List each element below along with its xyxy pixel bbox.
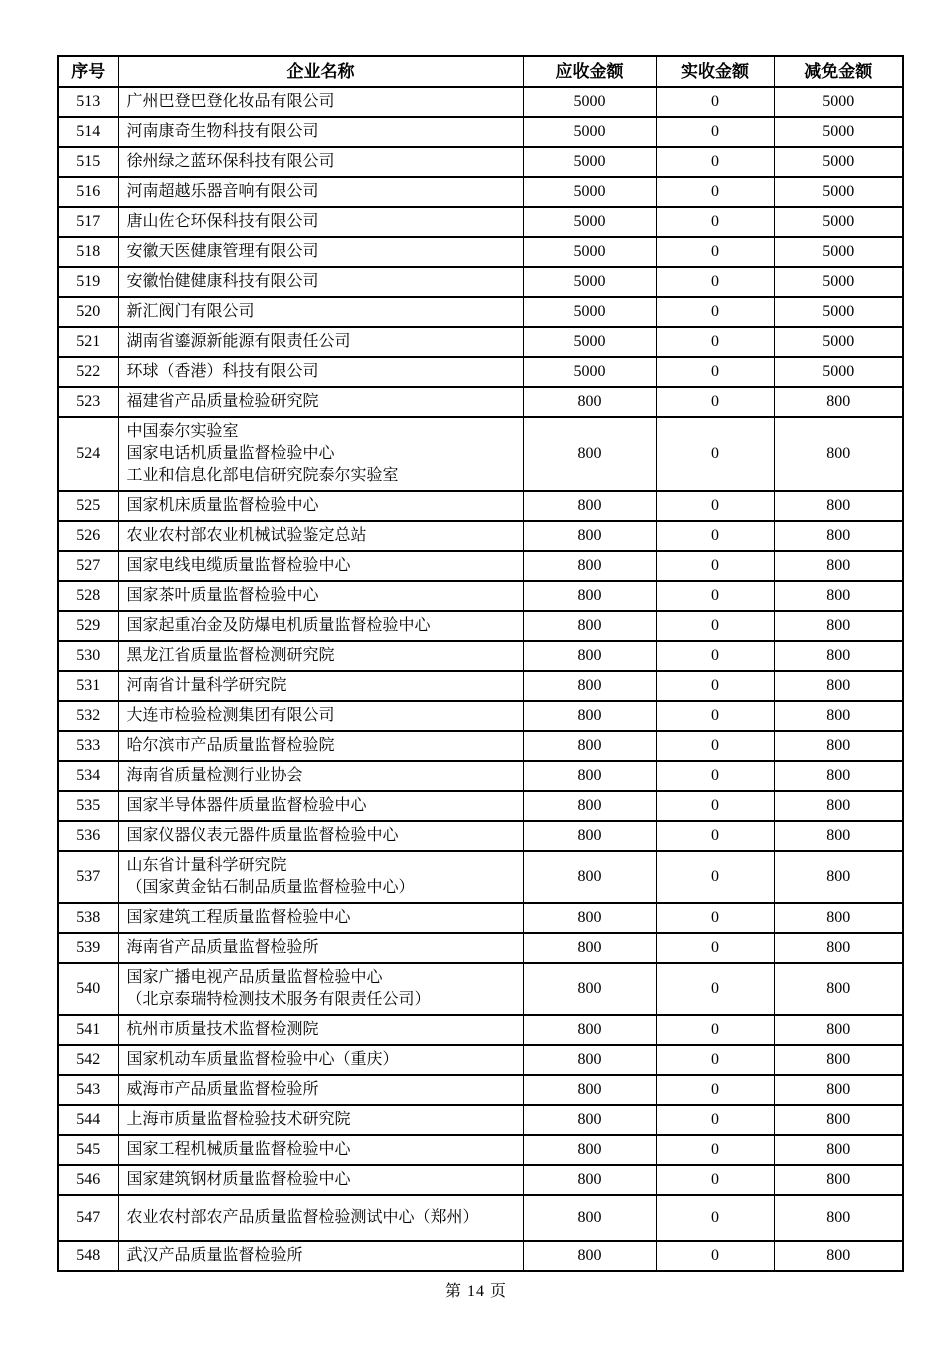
- table-row: [58, 147, 903, 177]
- cell-received: 0: [656, 237, 774, 267]
- company-name-line: 河南省计量科学研究院: [126, 677, 287, 694]
- cell-reduced: 5000: [774, 207, 903, 237]
- cell-company-name: [118, 87, 523, 117]
- table-row: [58, 641, 903, 671]
- table-row: [58, 1241, 903, 1271]
- cell-company-name: [118, 611, 523, 641]
- company-name-line: 哈尔滨市产品质量监督检验院: [126, 737, 335, 754]
- col-header-reduced: 减免金额: [774, 56, 903, 87]
- cell-company-name: [118, 671, 523, 701]
- cell-receivable: 800: [523, 491, 656, 521]
- company-name-line: 国家广播电视产品质量监督检验中心: [126, 969, 383, 986]
- table-row: [58, 87, 903, 117]
- table-row: [58, 1135, 903, 1165]
- table-row: [58, 177, 903, 207]
- cell-receivable: 5000: [523, 147, 656, 177]
- cell-company-name: [118, 761, 523, 791]
- cell-reduced: 800: [774, 1045, 903, 1075]
- cell-company-name: [118, 237, 523, 267]
- cell-received: 0: [656, 581, 774, 611]
- cell-company-name: [118, 903, 523, 933]
- cell-reduced: 800: [774, 521, 903, 551]
- cell-company-name: [118, 963, 523, 1015]
- cell-reduced: 800: [774, 851, 903, 903]
- cell-received: 0: [656, 1045, 774, 1075]
- company-name-line: 徐州绿之蓝环保科技有限公司: [126, 153, 335, 170]
- cell-received: 0: [656, 641, 774, 671]
- cell-index: 542: [58, 1045, 118, 1075]
- cell-receivable: 800: [523, 731, 656, 761]
- cell-received: 0: [656, 933, 774, 963]
- company-name-line: 中国泰尔实验室: [126, 423, 239, 440]
- table-row: [58, 491, 903, 521]
- cell-company-name: [118, 207, 523, 237]
- cell-company-name: [118, 581, 523, 611]
- table-row: [58, 1195, 903, 1241]
- cell-received: 0: [656, 87, 774, 117]
- company-name-line: 安徽怡健健康科技有限公司: [126, 273, 319, 290]
- company-name-line: 国家茶叶质量监督检验中心: [126, 587, 319, 604]
- cell-received: 0: [656, 1241, 774, 1271]
- table-row: [58, 1105, 903, 1135]
- cell-received: 0: [656, 1135, 774, 1165]
- cell-reduced: 5000: [774, 117, 903, 147]
- cell-index: 540: [58, 963, 118, 1015]
- cell-company-name: [118, 1241, 523, 1271]
- cell-index: 539: [58, 933, 118, 963]
- company-name-line: 黑龙江省质量监督检测研究院: [126, 647, 335, 664]
- company-name-line: 安徽天医健康管理有限公司: [126, 243, 319, 260]
- company-name-line: 国家机床质量监督检验中心: [126, 497, 319, 514]
- cell-index: 516: [58, 177, 118, 207]
- cell-reduced: 800: [774, 821, 903, 851]
- cell-index: 526: [58, 521, 118, 551]
- company-name-line: 国家电话机质量监督检验中心: [126, 445, 335, 462]
- cell-reduced: 800: [774, 387, 903, 417]
- cell-index: 514: [58, 117, 118, 147]
- cell-receivable: 800: [523, 851, 656, 903]
- company-name-line: 广州巴登巴登化妆品有限公司: [126, 93, 335, 110]
- cell-reduced: 5000: [774, 267, 903, 297]
- table-row: [58, 731, 903, 761]
- cell-company-name: [118, 1135, 523, 1165]
- cell-reduced: 5000: [774, 297, 903, 327]
- cell-company-name: [118, 1045, 523, 1075]
- cell-receivable: 800: [523, 1015, 656, 1045]
- cell-reduced: 800: [774, 671, 903, 701]
- cell-index: 531: [58, 671, 118, 701]
- cell-company-name: [118, 1165, 523, 1195]
- cell-company-name: [118, 851, 523, 903]
- cell-receivable: 800: [523, 1075, 656, 1105]
- cell-index: 530: [58, 641, 118, 671]
- cell-received: 0: [656, 297, 774, 327]
- cell-reduced: 800: [774, 581, 903, 611]
- company-name-line: 工业和信息化部电信研究院泰尔实验室: [126, 467, 399, 484]
- company-name-line: 国家工程机械质量监督检验中心: [126, 1141, 351, 1158]
- cell-company-name: [118, 1015, 523, 1045]
- cell-company-name: [118, 267, 523, 297]
- cell-receivable: 800: [523, 791, 656, 821]
- cell-receivable: 5000: [523, 237, 656, 267]
- table-row: [58, 521, 903, 551]
- cell-receivable: 800: [523, 611, 656, 641]
- cell-receivable: 800: [523, 521, 656, 551]
- table-row: [58, 761, 903, 791]
- cell-reduced: 800: [774, 1135, 903, 1165]
- cell-index: 535: [58, 791, 118, 821]
- company-name-line: （国家黄金钻石制品质量监督检验中心）: [126, 879, 415, 896]
- table-row: [58, 903, 903, 933]
- cell-receivable: 800: [523, 671, 656, 701]
- cell-receivable: 800: [523, 1241, 656, 1271]
- cell-receivable: 800: [523, 641, 656, 671]
- cell-index: 536: [58, 821, 118, 851]
- table-row: [58, 327, 903, 357]
- cell-reduced: 5000: [774, 357, 903, 387]
- cell-received: 0: [656, 551, 774, 581]
- cell-received: 0: [656, 821, 774, 851]
- cell-received: 0: [656, 963, 774, 1015]
- cell-company-name: [118, 1195, 523, 1241]
- cell-receivable: 5000: [523, 177, 656, 207]
- cell-reduced: 800: [774, 417, 903, 491]
- cell-index: 533: [58, 731, 118, 761]
- company-name-line: 国家仪器仪表元器件质量监督检验中心: [126, 827, 399, 844]
- table-row: [58, 117, 903, 147]
- company-name-line: 国家建筑钢材质量监督检验中心: [126, 1171, 351, 1188]
- table-row: [58, 1165, 903, 1195]
- cell-reduced: 800: [774, 963, 903, 1015]
- cell-reduced: 800: [774, 611, 903, 641]
- table-row: [58, 1075, 903, 1105]
- company-name-line: 国家建筑工程质量监督检验中心: [126, 909, 351, 926]
- cell-reduced: 800: [774, 1105, 903, 1135]
- cell-receivable: 800: [523, 417, 656, 491]
- cell-reduced: 800: [774, 933, 903, 963]
- table-row: [58, 701, 903, 731]
- company-name-line: 国家起重冶金及防爆电机质量监督检验中心: [126, 617, 431, 634]
- cell-received: 0: [656, 1165, 774, 1195]
- cell-received: 0: [656, 147, 774, 177]
- cell-company-name: [118, 327, 523, 357]
- company-name-line: 福建省产品质量检验研究院: [126, 393, 319, 410]
- cell-received: 0: [656, 1015, 774, 1045]
- cell-index: 534: [58, 761, 118, 791]
- cell-receivable: 5000: [523, 357, 656, 387]
- cell-receivable: 800: [523, 933, 656, 963]
- company-name-line: 杭州市质量技术监督检测院: [126, 1021, 319, 1038]
- table-row: [58, 611, 903, 641]
- table-row: [58, 963, 903, 1015]
- cell-company-name: [118, 357, 523, 387]
- company-name-line: 海南省质量检测行业协会: [126, 767, 303, 784]
- table-row: [58, 671, 903, 701]
- cell-reduced: 5000: [774, 327, 903, 357]
- company-name-line: 国家半导体器件质量监督检验中心: [126, 797, 367, 814]
- cell-received: 0: [656, 903, 774, 933]
- cell-index: 528: [58, 581, 118, 611]
- cell-received: 0: [656, 327, 774, 357]
- table-row: [58, 237, 903, 267]
- cell-received: 0: [656, 701, 774, 731]
- col-header-receivable: 应收金额: [523, 56, 656, 87]
- company-name-line: 大连市检验检测集团有限公司: [126, 707, 335, 724]
- table-row: [58, 791, 903, 821]
- company-name-line: 山东省计量科学研究院: [126, 857, 287, 874]
- header-row: [58, 56, 903, 87]
- cell-reduced: 5000: [774, 177, 903, 207]
- company-name-line: 唐山佐仑环保科技有限公司: [126, 213, 319, 230]
- cell-index: 544: [58, 1105, 118, 1135]
- cell-company-name: [118, 1075, 523, 1105]
- company-name-line: 上海市质量监督检验技术研究院: [126, 1111, 351, 1128]
- col-header-company: 企业名称: [118, 56, 523, 87]
- cell-reduced: 800: [774, 761, 903, 791]
- col-header-index: 序号: [58, 56, 118, 87]
- cell-reduced: 800: [774, 1075, 903, 1105]
- cell-reduced: 800: [774, 791, 903, 821]
- cell-reduced: 800: [774, 1165, 903, 1195]
- cell-company-name: [118, 791, 523, 821]
- cell-receivable: 5000: [523, 297, 656, 327]
- cell-received: 0: [656, 207, 774, 237]
- cell-reduced: 800: [774, 701, 903, 731]
- cell-index: 527: [58, 551, 118, 581]
- table-row: [58, 297, 903, 327]
- cell-reduced: 800: [774, 731, 903, 761]
- cell-company-name: [118, 521, 523, 551]
- cell-received: 0: [656, 521, 774, 551]
- cell-index: 541: [58, 1015, 118, 1045]
- cell-index: 518: [58, 237, 118, 267]
- cell-company-name: [118, 491, 523, 521]
- cell-receivable: 5000: [523, 207, 656, 237]
- cell-receivable: 5000: [523, 87, 656, 117]
- cell-received: 0: [656, 851, 774, 903]
- company-name-line: 国家机动车质量监督检验中心（重庆）: [126, 1051, 399, 1068]
- cell-receivable: 800: [523, 1165, 656, 1195]
- cell-company-name: [118, 147, 523, 177]
- cell-company-name: [118, 417, 523, 491]
- company-name-line: 河南康奇生物科技有限公司: [126, 123, 319, 140]
- cell-index: 524: [58, 417, 118, 491]
- fee-table: [57, 55, 904, 1272]
- cell-received: 0: [656, 417, 774, 491]
- cell-reduced: 5000: [774, 147, 903, 177]
- cell-company-name: [118, 177, 523, 207]
- cell-receivable: 800: [523, 1105, 656, 1135]
- cell-index: 525: [58, 491, 118, 521]
- company-name-line: 农业农村部农产品质量监督检验测试中心（郑州）: [126, 1209, 479, 1226]
- table-row: [58, 1015, 903, 1045]
- cell-receivable: 5000: [523, 267, 656, 297]
- cell-receivable: 800: [523, 551, 656, 581]
- table-row: [58, 417, 903, 491]
- company-name-line: 湖南省鎏源新能源有限责任公司: [126, 333, 351, 350]
- cell-index: 543: [58, 1075, 118, 1105]
- cell-reduced: 800: [774, 1241, 903, 1271]
- cell-received: 0: [656, 387, 774, 417]
- cell-received: 0: [656, 177, 774, 207]
- cell-company-name: [118, 387, 523, 417]
- cell-receivable: 800: [523, 963, 656, 1015]
- table-body: [58, 87, 903, 1271]
- cell-company-name: [118, 821, 523, 851]
- cell-company-name: [118, 641, 523, 671]
- cell-receivable: 800: [523, 701, 656, 731]
- cell-company-name: [118, 117, 523, 147]
- cell-receivable: 800: [523, 1045, 656, 1075]
- company-name-line: 河南超越乐器音响有限公司: [126, 183, 319, 200]
- cell-reduced: 800: [774, 1195, 903, 1241]
- table-row: [58, 357, 903, 387]
- cell-index: 547: [58, 1195, 118, 1241]
- cell-index: 537: [58, 851, 118, 903]
- cell-received: 0: [656, 611, 774, 641]
- cell-index: 538: [58, 903, 118, 933]
- company-name-line: 农业农村部农业机械试验鉴定总站: [126, 527, 367, 544]
- cell-receivable: 800: [523, 1135, 656, 1165]
- cell-company-name: [118, 933, 523, 963]
- cell-received: 0: [656, 357, 774, 387]
- cell-received: 0: [656, 761, 774, 791]
- cell-received: 0: [656, 1075, 774, 1105]
- table-row: [58, 387, 903, 417]
- cell-receivable: 800: [523, 581, 656, 611]
- cell-company-name: [118, 551, 523, 581]
- cell-index: 519: [58, 267, 118, 297]
- cell-receivable: 800: [523, 761, 656, 791]
- table-row: [58, 933, 903, 963]
- page-number: 第 14 页: [444, 1283, 507, 1300]
- cell-reduced: 5000: [774, 237, 903, 267]
- cell-reduced: 800: [774, 551, 903, 581]
- table-row: [58, 551, 903, 581]
- company-name-line: 海南省产品质量监督检验所: [126, 939, 319, 956]
- company-name-line: 国家电线电缆质量监督检验中心: [126, 557, 351, 574]
- cell-index: 545: [58, 1135, 118, 1165]
- cell-reduced: 800: [774, 641, 903, 671]
- cell-company-name: [118, 701, 523, 731]
- cell-index: 520: [58, 297, 118, 327]
- cell-company-name: [118, 731, 523, 761]
- table-row: [58, 1045, 903, 1075]
- table-row: [58, 851, 903, 903]
- cell-company-name: [118, 1105, 523, 1135]
- cell-received: 0: [656, 731, 774, 761]
- cell-received: 0: [656, 117, 774, 147]
- cell-index: 532: [58, 701, 118, 731]
- cell-index: 517: [58, 207, 118, 237]
- cell-reduced: 800: [774, 491, 903, 521]
- cell-company-name: [118, 297, 523, 327]
- cell-index: 522: [58, 357, 118, 387]
- company-name-line: （北京泰瑞特检测技术服务有限责任公司）: [126, 991, 431, 1008]
- col-header-received: 实收金额: [656, 56, 774, 87]
- company-name-line: 威海市产品质量监督检验所: [126, 1081, 319, 1098]
- table-row: [58, 207, 903, 237]
- company-name-line: 新汇阀门有限公司: [126, 303, 255, 320]
- cell-reduced: 800: [774, 1015, 903, 1045]
- cell-receivable: 800: [523, 903, 656, 933]
- cell-received: 0: [656, 267, 774, 297]
- cell-index: 546: [58, 1165, 118, 1195]
- cell-received: 0: [656, 491, 774, 521]
- cell-received: 0: [656, 791, 774, 821]
- cell-receivable: 5000: [523, 327, 656, 357]
- cell-receivable: 800: [523, 387, 656, 417]
- cell-received: 0: [656, 671, 774, 701]
- cell-reduced: 800: [774, 903, 903, 933]
- cell-index: 515: [58, 147, 118, 177]
- table-row: [58, 821, 903, 851]
- company-name-line: 武汉产品质量监督检验所: [126, 1247, 303, 1264]
- cell-reduced: 5000: [774, 87, 903, 117]
- cell-receivable: 800: [523, 821, 656, 851]
- cell-index: 529: [58, 611, 118, 641]
- cell-index: 523: [58, 387, 118, 417]
- cell-receivable: 800: [523, 1195, 656, 1241]
- cell-index: 548: [58, 1241, 118, 1271]
- cell-receivable: 5000: [523, 117, 656, 147]
- cell-index: 513: [58, 87, 118, 117]
- table-row: [58, 581, 903, 611]
- company-name-line: 环球（香港）科技有限公司: [126, 363, 319, 380]
- cell-received: 0: [656, 1195, 774, 1241]
- cell-received: 0: [656, 1105, 774, 1135]
- table-row: [58, 267, 903, 297]
- cell-index: 521: [58, 327, 118, 357]
